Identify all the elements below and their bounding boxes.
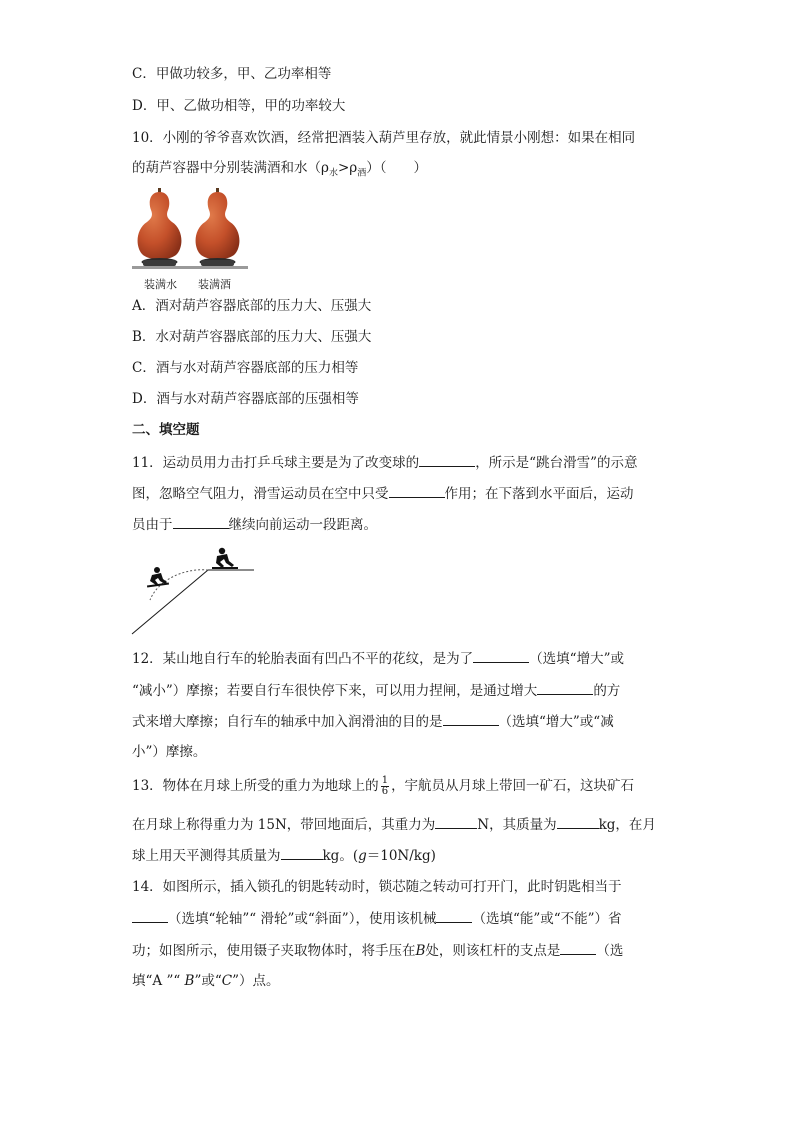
q13-line3 (132, 845, 436, 866)
q14-text: （选 (596, 943, 624, 959)
point-b-label: B (415, 943, 426, 959)
q10-stem-text: 的葫芦容器中分别装满酒和水（ρ (132, 160, 329, 176)
q11-text: 员由于 (132, 517, 173, 533)
fraction-denominator: 6 (381, 786, 389, 797)
q13-line1 (132, 776, 634, 797)
answer-blank[interactable] (173, 514, 229, 529)
answer-blank[interactable] (557, 814, 599, 829)
q14-line4 (132, 971, 280, 991)
section-title: 二、填空题 (132, 422, 200, 438)
q12-line1 (132, 648, 624, 669)
q11-text: 继续向前运动一段距离。 (228, 517, 377, 533)
q13-text: ，宇航员从月球上带回一矿石，这块矿石 (391, 778, 635, 794)
q14-line2 (132, 908, 622, 929)
q14-line1: 14．如图所示，插入锁孔的钥匙转动时，锁芯随之转动可打开门，此时钥匙相当于 (132, 879, 622, 895)
q14-text: 功；如图所示，使用镊子夹取物体时，将手压在 (132, 943, 416, 959)
q12-line3 (132, 711, 614, 732)
rho-wine-subscript: 酒 (357, 168, 367, 179)
q11-text: 11．运动员用力击打乒乓球主要是为了改变球的 (132, 455, 420, 471)
q13-text: 球上用天平测得其质量为 (132, 848, 281, 864)
q13-line2 (132, 814, 656, 835)
skier-in-air-icon (147, 567, 169, 588)
q12-text: （选填“增大”或“减 (498, 714, 614, 730)
caption-full-water: 装满水 (144, 278, 177, 291)
fraction-numerator: 1 (381, 775, 389, 786)
q11-text: 作用；在下落到水平面后，运动 (444, 486, 634, 502)
q11-line1 (132, 452, 638, 473)
q11-text: 图，忽略空气阻力，滑雪运动员在空中只受 (132, 486, 389, 502)
answer-blank[interactable] (436, 908, 472, 923)
q14-text: （选填“轮轴”“ 滑轮”或“斜面”），使用该机械 (168, 911, 437, 927)
q14-text: 处，则该杠杆的支点是 (425, 943, 561, 959)
q11-text: ，所示是“跳台滑雪”的示意 (475, 455, 638, 471)
q10-option-d: D．酒与水对葫芦容器底部的压强相等 (132, 391, 359, 407)
answer-blank[interactable] (560, 940, 596, 955)
answer-blank[interactable] (473, 648, 529, 663)
q12-text: “减小”）摩擦；若要自行车很快停下来，可以用力捏闸，是通过增大 (132, 683, 538, 699)
answer-blank[interactable] (537, 680, 593, 695)
q14-line3 (132, 940, 623, 961)
q10-option-c: C．酒与水对葫芦容器底部的压力相等 (132, 360, 359, 376)
q10-option-b: B．水对葫芦容器底部的压力大、压强大 (132, 329, 372, 345)
answer-blank[interactable] (435, 814, 477, 829)
answer-blank[interactable] (389, 483, 445, 498)
point-c-label: C (221, 973, 233, 989)
q11-line2 (132, 483, 634, 504)
q12-text: 的方 (593, 683, 621, 699)
q14-text: ”或“ (194, 973, 222, 989)
fraction-one-sixth (381, 776, 389, 797)
q14-text: 填“A ”“ (132, 973, 185, 989)
gourd-wine-image (196, 188, 240, 266)
q13-text: ＝10N/kg) (366, 848, 436, 864)
answer-blank[interactable] (419, 452, 475, 467)
answer-blank[interactable] (132, 908, 168, 923)
q12-line4: 小”）摩擦。 (132, 744, 207, 760)
q10-answer-paren: ）（ ） (366, 160, 427, 176)
gourd-figure (132, 188, 248, 274)
rho-water-subscript: 水 (328, 168, 338, 179)
q10-stem-line1: 10．小刚的爷爷喜欢饮酒，经常把酒装入葫芦里存放，就此情景小刚想：如果在相同 (132, 130, 636, 146)
q13-text: 在月球上称得重力为 15N，带回地面后，其重力为 (132, 817, 436, 833)
q12-text: 12．某山地自行车的轮胎表面有凹凸不平的花纹，是为了 (132, 651, 474, 667)
gourd-water-image (138, 188, 182, 266)
q10-stem-line2 (132, 158, 427, 184)
answer-blank[interactable] (443, 711, 499, 726)
q14-text: ”）点。 (232, 973, 280, 989)
q10-compare: >ρ (337, 160, 358, 176)
q12-line2 (132, 680, 620, 701)
ski-jump-diagram (130, 544, 258, 636)
q13-text: N，其质量为 (477, 817, 557, 833)
answer-blank[interactable] (281, 845, 323, 860)
q9-option-d: D．甲、乙做功相等，甲的功率较大 (132, 98, 346, 114)
caption-full-wine: 装满酒 (198, 278, 231, 291)
q13-text: 13．物体在月球上所受的重力为地球上的 (132, 778, 379, 794)
point-b-label: B (184, 973, 195, 989)
q13-text: kg，在月 (598, 817, 656, 833)
q9-option-c: C．甲做功较多，甲、乙功率相等 (132, 66, 332, 82)
q14-text: （选填“能”或“不能”）省 (472, 911, 622, 927)
q10-option-a: A．酒对葫芦容器底部的压力大、压强大 (132, 298, 372, 314)
q12-text: 式来增大摩擦；自行车的轴承中加入润滑油的目的是 (132, 714, 443, 730)
q11-line3 (132, 514, 377, 535)
q12-text: （选填“增大”或 (529, 651, 624, 667)
skier-on-platform-icon (212, 548, 238, 569)
q13-text: kg。( (322, 848, 359, 864)
gravity-symbol: g (358, 848, 367, 864)
